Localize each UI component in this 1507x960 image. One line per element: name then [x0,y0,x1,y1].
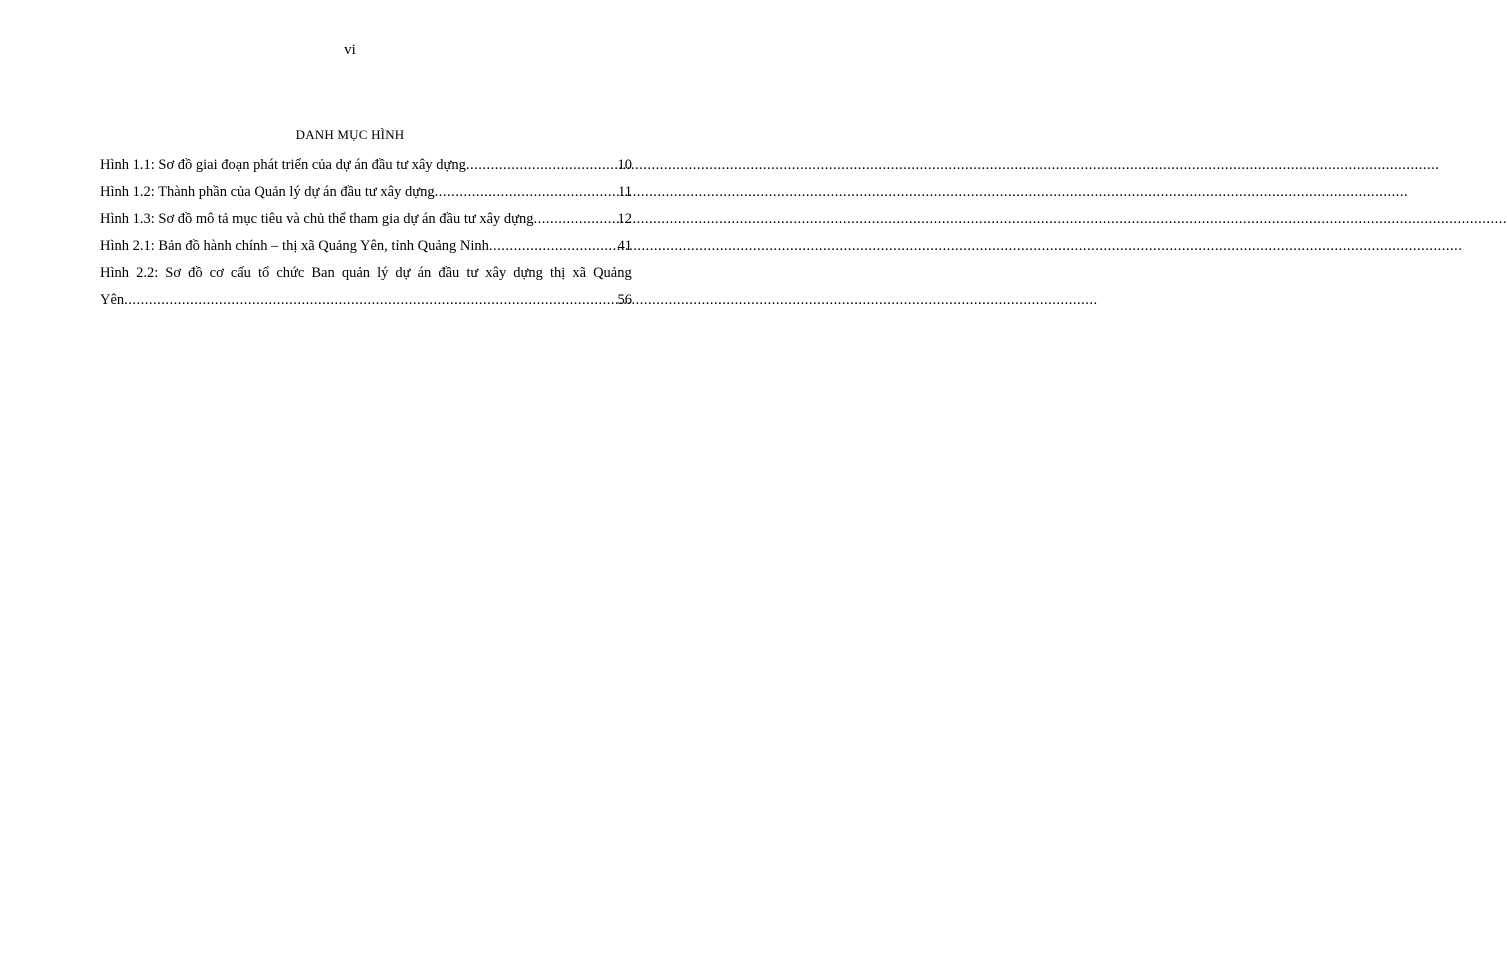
toc-leader-dots [124,292,616,309]
toc-entry-page: 11 [618,184,632,200]
toc-leader-dots [466,157,617,174]
toc-entry-label-word: án [417,265,432,281]
toc-entry-label-word: xã [572,265,587,281]
toc-leader-dots [435,184,617,201]
toc-entry-label-continuation: Yên [100,292,125,308]
toc-entry-label-word: cấu [230,265,251,281]
toc-entry-label-word: tổ [258,265,270,281]
toc-entry[interactable] [100,238,632,265]
toc-entry-page: 41 [617,238,632,254]
toc-entry-page: 56 [617,292,632,308]
toc-entry-label-word: 2.2: [136,265,159,281]
toc-entry-multiline[interactable] [100,265,632,319]
toc-entry-label-word: quản [341,265,370,281]
toc-entry-label-word: xây [485,265,507,281]
toc-entry-label: Hình 1.1: Sơ đồ giai đoạn phát triển của dự án đầu tư xây dựng [100,157,466,173]
toc-leader-dots [534,211,617,228]
toc-entry-label-word: Sơ [165,265,182,281]
toc-entry-label-word: đồ [188,265,203,281]
toc-entry-page: 12 [617,211,632,227]
toc-entry-label-word: Ban [311,265,335,281]
toc-entry[interactable] [100,211,632,238]
toc-entry[interactable] [100,157,632,184]
list-of-figures-title: DANH MỤC HÌNH [295,127,405,142]
toc-entry-label-word: chức [276,265,305,281]
toc-entry-label-word: thị [549,265,566,281]
toc-leader-dots [489,238,617,255]
toc-entry-label-word: Hình [100,265,129,281]
toc-entry-label-line [100,265,632,292]
toc-entry-label: Hình 1.2: Thành phần của Quản lý dự án đầu tư xây dựng [100,184,435,200]
toc-entry-label-word: đầu [438,265,460,281]
toc-entry-page: 10 [617,157,632,173]
page-number: vi [344,42,356,58]
toc-entry-label-word: Quảng [593,265,632,281]
toc-entry-label-word: tư [466,265,479,281]
toc-entry-label-word: lý [377,265,389,281]
toc-entry-label-word: cơ [209,265,224,281]
toc-entry-label-word: dự [395,265,411,281]
toc-entry-label: Hình 1.3: Sơ đồ mô tả mục tiêu và chủ thể tham gia dự án đầu tư xây dựng [100,211,534,227]
toc-entry-label: Hình 2.1: Bản đồ hành chính – thị xã Quảng Yên, tỉnh Quảng Ninh [100,238,489,254]
toc-entry[interactable] [100,184,632,211]
list-of-figures [100,157,632,319]
toc-entry-label-word: dựng [513,265,543,281]
